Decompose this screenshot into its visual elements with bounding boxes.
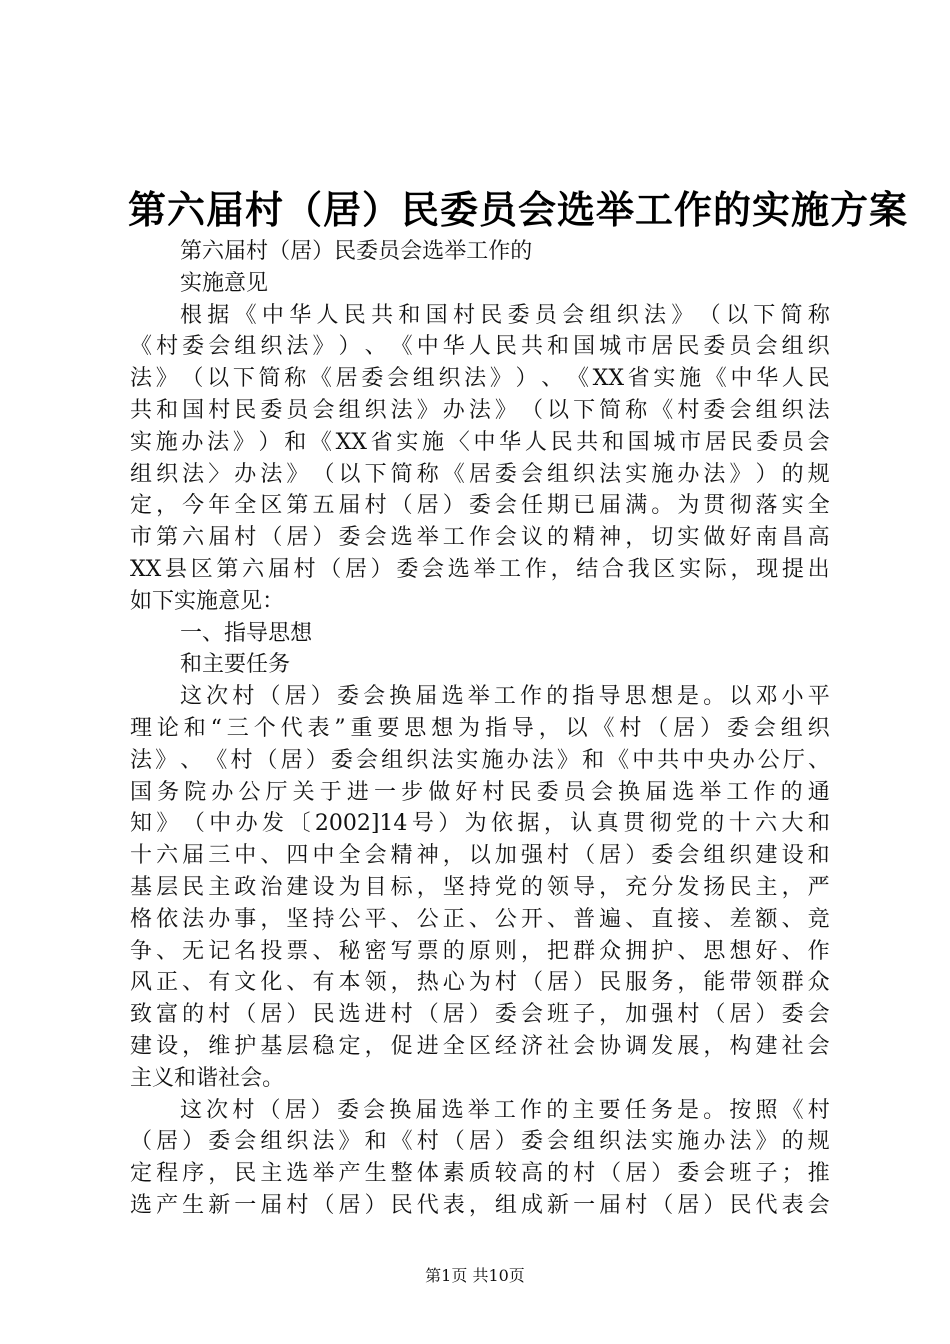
document-title: 第六届村（居）民委员会选举工作的实施方案 [128,187,909,232]
text-line: 知 》 （ 中 办 发 〔 2002]14 号 ） 为 依 据 ， 认 真 贯 彻 党 的 十 六 大 和 [130,811,830,837]
text-line: 这 次 村 （ 居 ） 委 会 换 届 选 举 工 作 的 主 要 任 务 是 。 按 照 《 村 [180,1097,830,1123]
text-line: 定 程 序 ， 民 主 选 举 产 生 整 体 素 质 较 高 的 村 （ 居 ） 委 会 班 子 ； 推 [130,1161,830,1187]
text-line: 如 下 实 施 意 见 ： [130,588,285,614]
text-line: 十 六 届 三 中 、 四 中 全 会 精 神 ， 以 加 强 村 （ 居 ） 委 会 组 织 建 设 和 [130,843,830,869]
text-line: 基 层 民 主 政 治 建 设 为 目 标 ， 坚 持 党 的 领 导 ， 充 分 发 扬 民 主 ， 严 [130,874,830,900]
text-line: 国 务 院 办 公 厅 关 于 进 一 步 做 好 村 民 委 员 会 换 届 选 举 工 作 的 通 [130,779,830,805]
text-line: （ 居 ） 委 会 组 织 法 》 和 《 村 （ 居 ） 委 会 组 织 法 实 施 办 法 》 的 规 [130,1129,830,1155]
text-line: 主 义 和 谐 社 会 。 [130,1065,285,1091]
text-line: 格 依 法 办 事 ， 坚 持 公 平 、 公 正 、 公 开 、 普 遍 、 直 接 、 差 额 、 竞 [130,906,830,932]
text-line: 致 富 的 村 （ 居 ） 民 选 进 村 （ 居 ） 委 会 班 子 ， 加 强 村 （ 居 ） 委 会 [130,1002,830,1028]
text-line: 理 论 和 “ 三 个 代 表 ” 重 要 思 想 为 指 导 ， 以 《 村 （ 居 ） 委 会 组 织 [130,715,830,741]
text-line: 实 施 意 见 [180,270,269,296]
text-line: 法 》 、 《 村 （ 居 ） 委 会 组 织 法 实 施 办 法 》 和 《 中 共 中 央 办 公 厅 、 [130,747,830,773]
text-line: 选 产 生 新 一 届 村 （ 居 ） 民 代 表 ， 组 成 新 一 届 村 （ 居 ） 民 代 表 会 [130,1192,830,1218]
text-line: 组 织 法 〉 办 法 》 （ 以 下 简 称 《 居 委 会 组 织 法 实 施 办 法 》 ） 的 规 [130,461,830,487]
text-line: 第 六 届 村 （ 居 ） 民 委 员 会 选 举 工 作 的 [180,239,533,264]
text-line: XX 县 区 第 六 届 村 （ 居 ） 委 会 选 举 工 作 ， 结 合 我 区 实 际 ， 现 提 出 [130,556,830,582]
text-line: 和 主 要 任 务 [180,652,291,678]
text-line: 建 设 ， 维 护 基 层 稳 定 ， 促 进 全 区 经 济 社 会 协 调 发 展 ， 构 建 社 会 [130,1033,830,1059]
text-line: 根 据 《 中 华 人 民 共 和 国 村 民 委 员 会 组 织 法 》 （ 以 下 简 称 [180,302,830,328]
text-line: 定 ， 今 年 全 区 第 五 届 村 （ 居 ） 委 会 任 期 已 届 满 。 为 贯 彻 落 实 全 [130,493,830,519]
document-body [130,236,830,1222]
text-line: 风 正 、 有 文 化 、 有 本 领 ， 热 心 为 村 （ 居 ） 民 服 务 ， 能 带 领 群 众 [130,970,830,996]
text-line: 《 村 委 会 组 织 法 》 ） 、 《 中 华 人 民 共 和 国 城 市 居 民 委 员 会 组 织 [130,334,830,360]
text-line: 市 第 六 届 村 （ 居 ） 委 会 选 举 工 作 会 议 的 精 神 ， 切 实 做 好 南 昌 高 [130,525,830,551]
text-line: 共 和 国 村 民 委 员 会 组 织 法 》 办 法 》 （ 以 下 简 称 《 村 委 会 组 织 法 [130,397,830,423]
text-line: 争 、 无 记 名 投 票 、 秘 密 写 票 的 原 则 ， 把 群 众 拥 护 、 思 想 好 、 作 [130,938,830,964]
text-line: 一 、 指 导 思 想 [180,620,313,646]
text-line: 这 次 村 （ 居 ） 委 会 换 届 选 举 工 作 的 指 导 思 想 是 。 以 邓 小 平 [180,684,830,710]
page-footer: 第1页 共10页 [425,1266,525,1285]
text-line: 法 》 （ 以 下 简 称 《 居 委 会 组 织 法 》 ） 、 《 XX 省 实 施 《 中 华 人 民 [130,366,830,392]
text-line: 实 施 办 法 》 ） 和 《 XX 省 实 施 〈 中 华 人 民 共 和 国 城 市 居 民 委 员 会 [130,429,830,455]
